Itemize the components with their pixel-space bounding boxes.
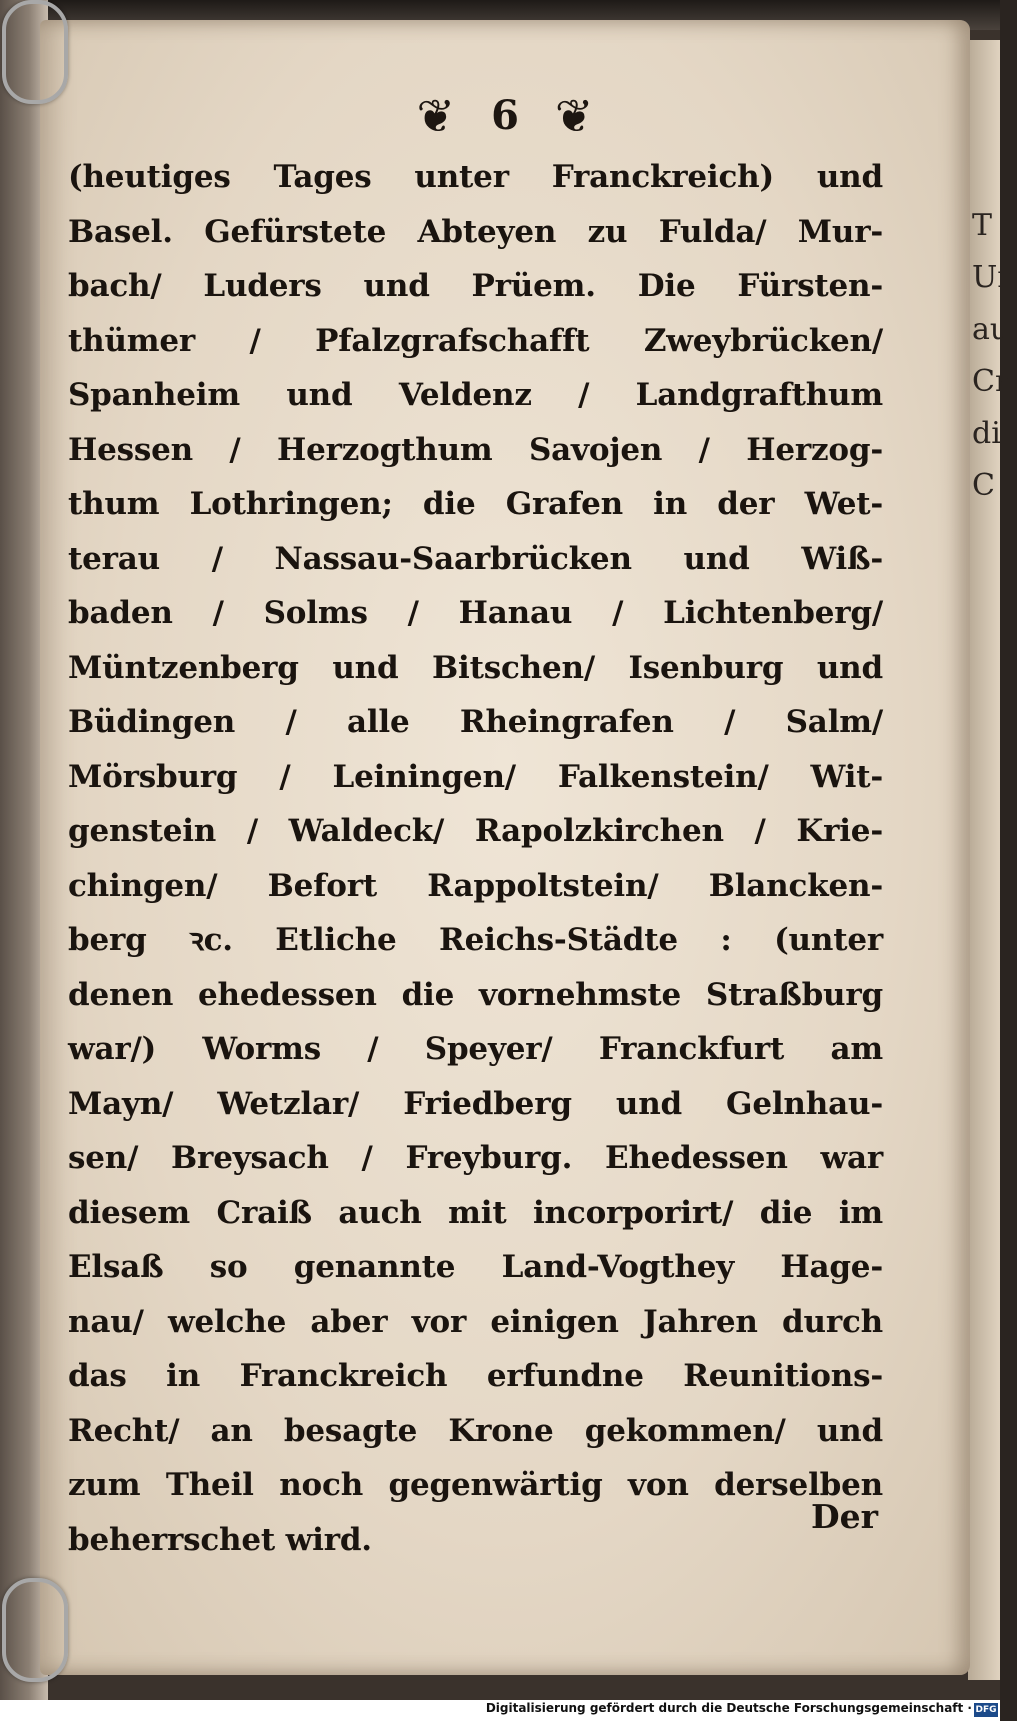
ornament-right-icon: ❦ (554, 88, 594, 143)
text-line: sen/ Breysach / Freyburg. Ehedessen war (68, 1140, 883, 1176)
text-line: Recht/ an besagte Krone gekommen/ und (68, 1412, 883, 1449)
text-line: das in Franckreich erfundne Reunitions- (68, 1358, 883, 1394)
text-line: nau/ welche aber vor einigen Jahren durch (68, 1303, 883, 1340)
text-line: thum Lothringen; die Grafen in der Wet- (68, 486, 883, 522)
catchword: Der (811, 1497, 878, 1536)
paper-clip-bottom (2, 1578, 68, 1682)
text-line: zum Theil noch gegenwärtig von derselben (68, 1467, 883, 1503)
body-text (68, 150, 883, 1567)
paper-clip-top (2, 0, 68, 104)
text-line: (heutiges Tages unter Franckreich) und (68, 159, 883, 195)
text-line: Mörsburg / Leiningen/ Falkenstein/ Wit- (68, 758, 883, 795)
text-line: terau / Nassau-Saarbrücken und Wiß- (68, 540, 883, 577)
page-number: 6 (491, 92, 519, 139)
text-line: chingen/ Befort Rappoltstein/ Blancken- (68, 867, 883, 904)
ornament-left-icon: ❦ (416, 88, 456, 143)
text-line: Müntzenberg und Bitschen/ Isenburg und (68, 649, 883, 686)
text-line: beherrschet wird. (68, 1521, 372, 1558)
text-line: berg ꝛc. Etliche Reichs-Städte : (unter (68, 922, 883, 958)
text-line: denen ehedessen die vornehmste Straßburg (68, 976, 883, 1013)
text-line: war/) Worms / Speyer/ Franckfurt am (68, 1031, 883, 1067)
text-line: bach/ Luders und Prüem. Die Fürsten- (68, 268, 883, 304)
text-line: diesem Craiß auch mit incorporirt/ die im (68, 1194, 883, 1231)
text-line: Basel. Gefürstete Abteyen zu Fulda/ Mur- (68, 213, 883, 250)
text-line: Büdingen / alle Rheingrafen / Salm/ (68, 704, 883, 740)
text-line: Mayn/ Wetzlar/ Friedberg und Gelnhau- (68, 1085, 883, 1122)
digitization-credit: Digitalisierung gefördert durch die Deutsche Forschungsgemeinschaft · (485, 1701, 972, 1715)
text-line: Spanheim und Veldenz / Landgrafthum (68, 377, 883, 413)
text-line: genstein / Waldeck/ Rapolzkirchen / Krie- (68, 813, 883, 849)
dfg-logo: DFG (975, 1705, 997, 1715)
text-line: Hessen / Herzogthum Savojen / Herzog- (68, 431, 883, 468)
text-line: Elsaß so genannte Land-Vogthey Hage- (68, 1249, 883, 1285)
text-line: baden / Solms / Hanau / Lichtenberg/ (68, 595, 883, 631)
text-line: thümer / Pfalzgrafschafft Zweybrücken/ (68, 322, 883, 359)
page-header (40, 88, 970, 143)
facing-page-fragment: T Un au Cr di C (972, 208, 1017, 503)
